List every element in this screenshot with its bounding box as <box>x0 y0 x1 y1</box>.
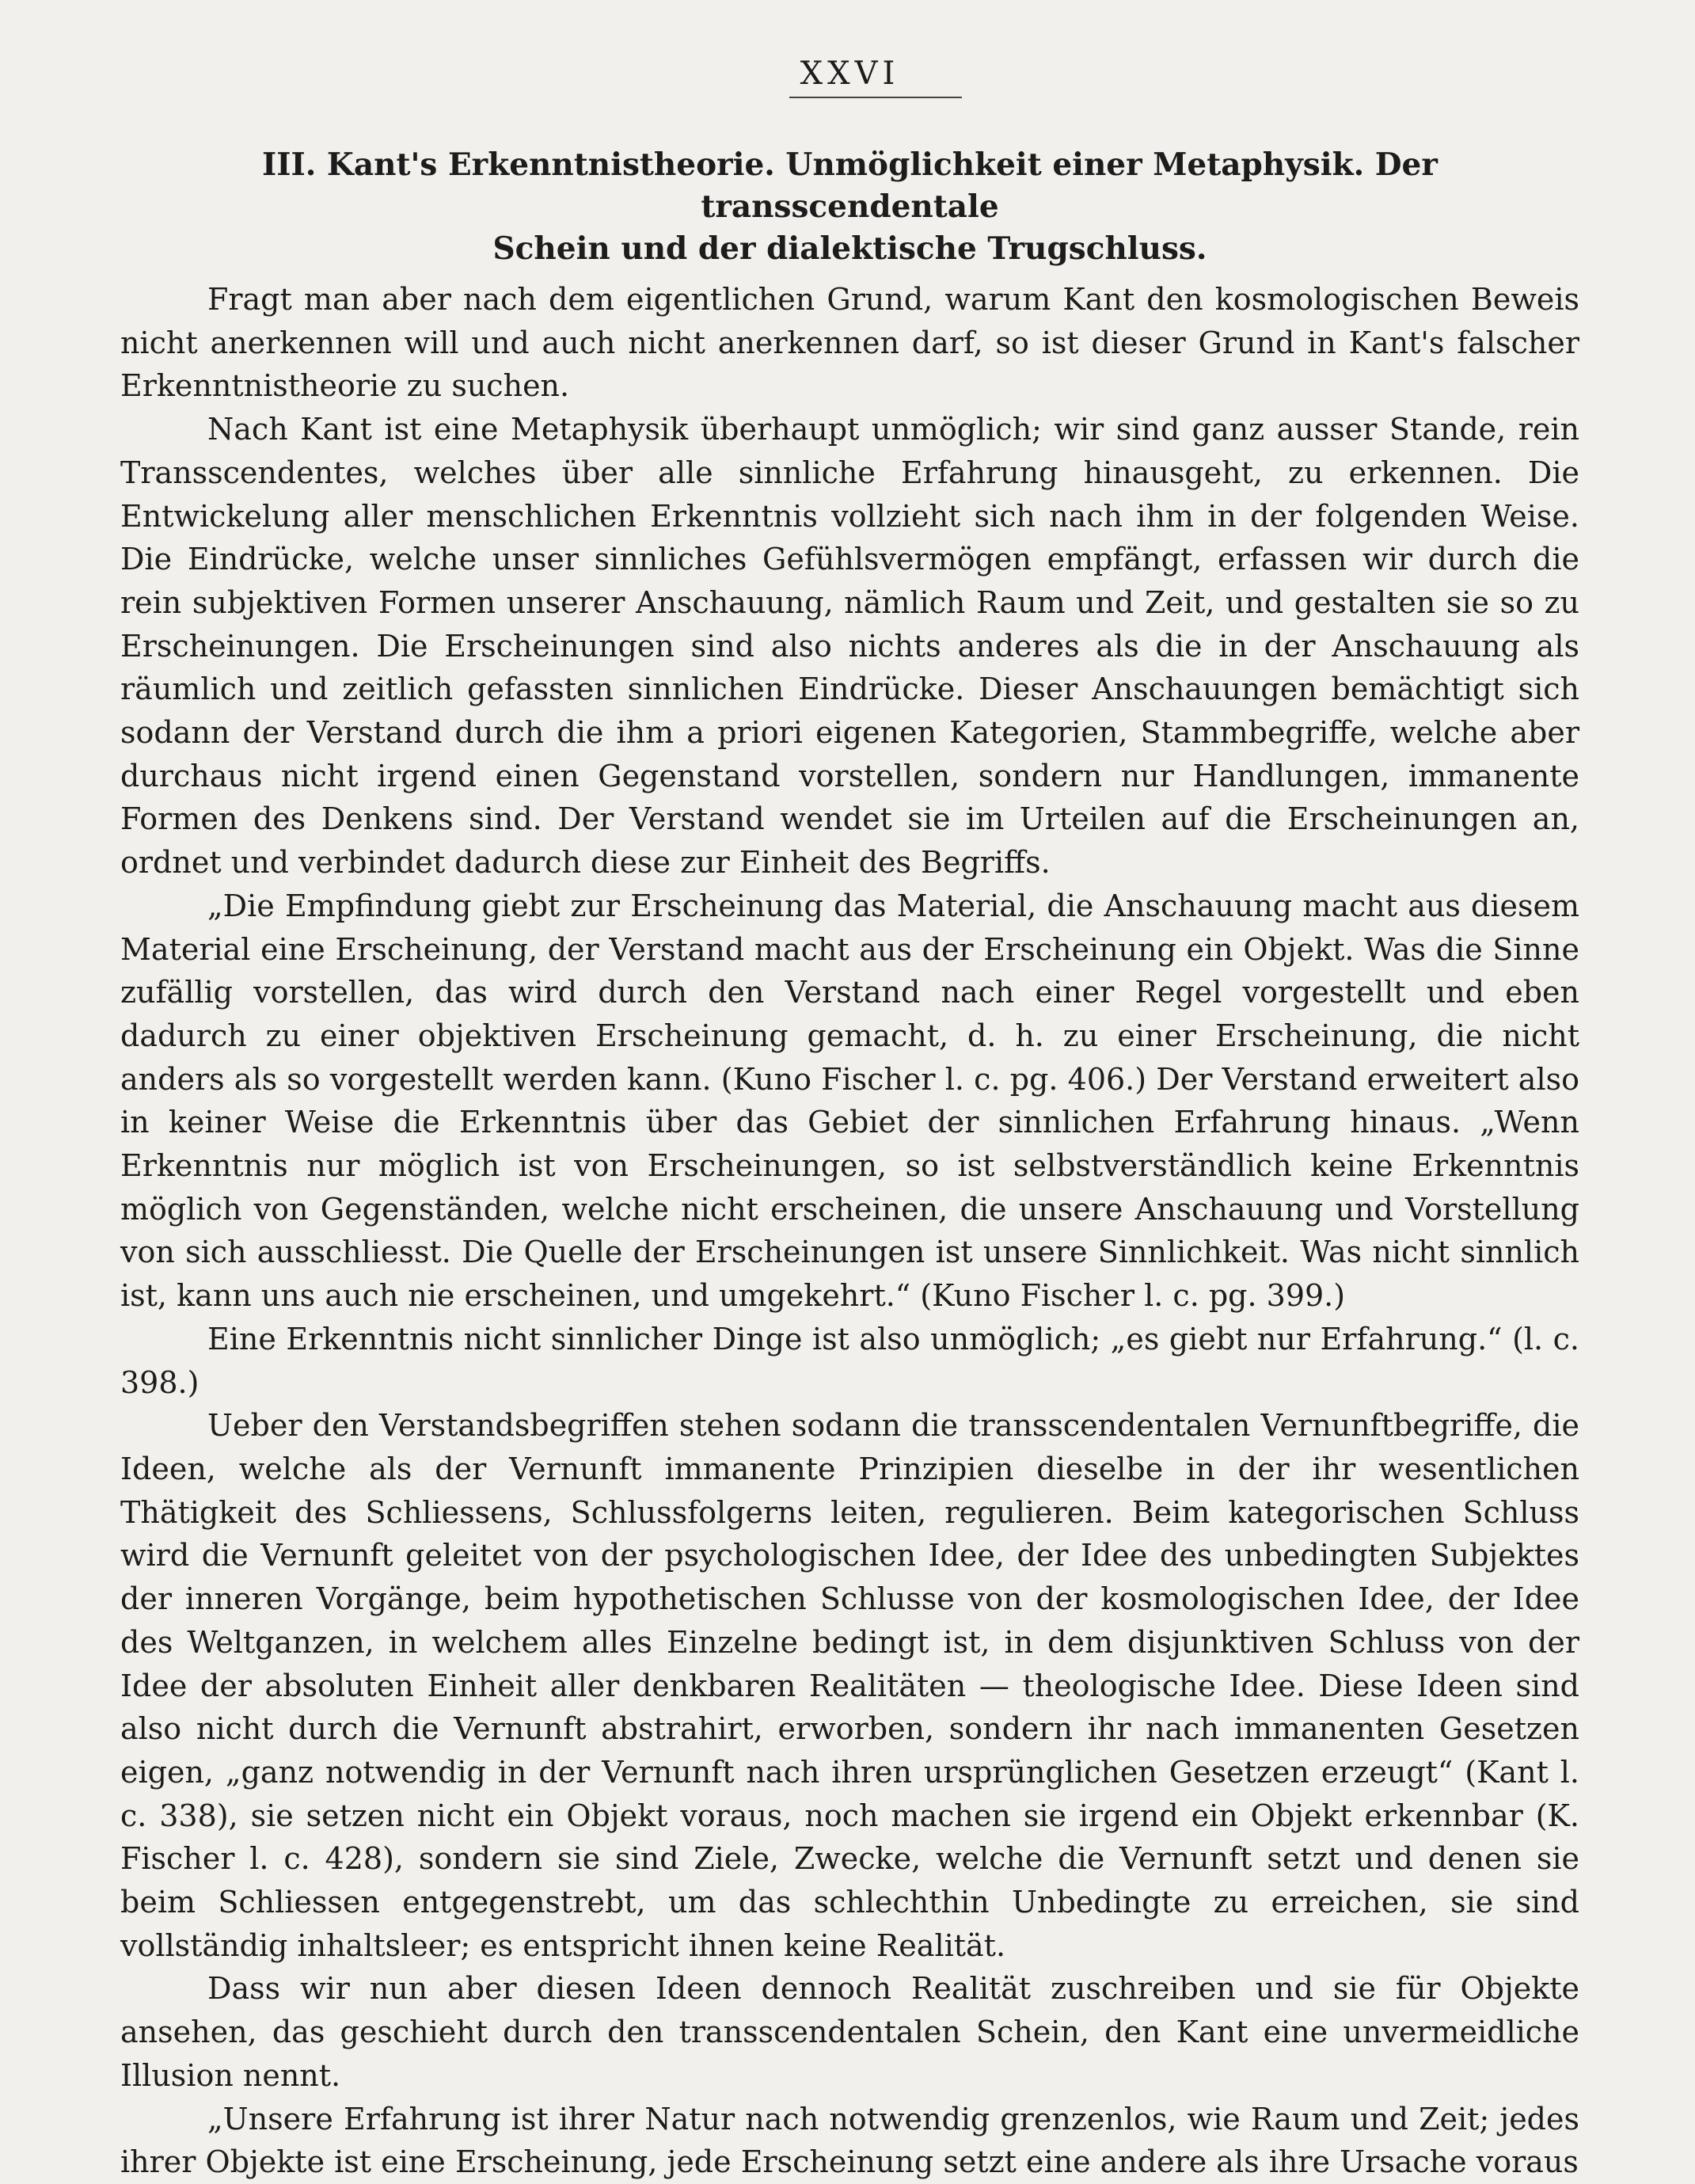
paragraph: Nach Kant ist eine Metaphysik überhaupt unmöglich; wir sind ganz ausser Stande, rein Transscendentes, welches über alle sinnliche Erfahrung hinausgeht, zu erkennen. Die Entwickelung aller menschlichen Erkenntnis vollzieht sich nach ihm in der folgenden Weise. Die Eindrücke, welche unser sinnliches Gefühlsvermögen empfängt, erfassen wir durch die rein subjektiven Formen unserer Anschauung, nämlich Raum und Zeit, und gestalten sie so zu Erscheinungen. Die Erscheinungen sind also nichts anderes als die in der Anschauung als räumlich und zeitlich gefassten sinnlichen Eindrücke. Dieser Anschauungen bemächtigt sich sodann der Verstand durch die ihm a priori eigenen Kategorien, Stammbegriffe, welche aber durchaus nicht irgend einen Gegenstand vorstellen, sondern nur Handlungen, immanente Formen des Denkens sind. Der Verstand wendet sie im Urteilen auf die Erscheinungen an, ordnet und verbindet dadurch diese zur Einheit des Begriffs. <box>120 412 1579 881</box>
section-title-line-1: III. Kant's Erkenntnistheorie. Unmöglichkeit einer Metaphysik. Der transscendentale <box>262 146 1438 225</box>
section-title <box>120 144 1579 270</box>
paragraph: Ueber den Verstandsbegriffen stehen sodann die transscendentalen Vernunftbegriffe, die Ideen, welche als der Vernunft immanente Prinzipien dieselbe in der ihr wesentlichen Thätigkeit des Schliessens, Schlussfolgerns leiten, regulieren. Beim kategorischen Schluss wird die Vernunft geleitet von der psychologischen Idee, der Idee des unbedingten Subjektes der inneren Vorgänge, beim hypothetischen Schlusse von der kosmologischen Idee, der Idee des Weltganzen, in welchem alles Einzelne bedingt ist, in dem disjunktiven Schluss von der Idee der absoluten Einheit aller denkbaren Realitäten — theologische Idee. Diese Ideen sind also nicht durch die Vernunft abstrahirt, erworben, sondern ihr nach immanenten Gesetzen eigen, „ganz notwendig in der Vernunft nach ihren ursprünglichen Gesetzen erzeugt“ (Kant l. c. 338), sie setzen nicht ein Objekt voraus, noch machen sie irgend ein Objekt erkennbar (K. Fischer l. c. 428), sondern sie sind Ziele, Zwecke, welche die Vernunft setzt und denen sie beim Schliessen entgegenstrebt, um das schlechthin Unbedingte zu erreichen, sie sind vollständig inhaltsleer; es entspricht ihnen keine Realität. <box>120 1408 1579 1963</box>
paragraph: „Die Empfindung giebt zur Erscheinung das Material, die Anschauung macht aus diesem Material eine Erscheinung, der Verstand macht aus der Erscheinung ein Objekt. Was die Sinne zufällig vorstellen, das wird durch den Verstand nach einer Regel vorgestellt und eben dadurch zu einer objektiven Erscheinung gemacht, d. h. zu einer Erscheinung, die nicht anders als so vorgestellt werden kann. (Kuno Fischer l. c. pg. 406.) Der Verstand erweitert also in keiner Weise die Erkenntnis über das Gebiet der sinnlichen Erfahrung hinaus. „Wenn Erkenntnis nur möglich ist von Erscheinungen, so ist selbstverständlich keine Erkenntnis möglich von Gegenständen, welche nicht erscheinen, die unsere Anschauung und Vorstellung von sich ausschliesst. Die Quelle der Erscheinungen ist unsere Sinnlichkeit. Was nicht sinnlich ist, kann uns auch nie erscheinen, und umgekehrt.“ (Kuno Fischer l. c. pg. 399.) <box>120 888 1579 1314</box>
page-number: XXVI <box>800 55 900 92</box>
paragraph: Fragt man aber nach dem eigentlichen Grund, warum Kant den kosmologischen Beweis nicht anerkennen will und auch nicht anerkennen darf, so ist dieser Grund in Kant's falscher Erkenntnistheorie zu suchen. <box>120 282 1579 404</box>
body-text <box>120 278 1579 2184</box>
section-title-line-2: Schein und der dialektische Trugschluss. <box>492 230 1207 267</box>
paragraph: Dass wir nun aber diesen Ideen dennoch Realität zuschreiben und sie für Objekte ansehen, das geschieht durch den transscendentalen Schein, den Kant eine unvermeidliche Illusion nennt. <box>120 1971 1579 2093</box>
paragraph: „Unsere Erfahrung ist ihrer Natur nach notwendig grenzenlos, wie Raum und Zeit; jedes ihrer Objekte ist eine Erscheinung, jede Erscheinung setzt eine andere als ihre Ursache voraus <box>120 2101 1579 2180</box>
paragraph: Eine Erkenntnis nicht sinnlicher Dinge ist also unmöglich; „es giebt nur Erfahrung.“ (l. c. 398.) <box>120 1321 1579 1400</box>
page-number-rule <box>789 97 962 98</box>
